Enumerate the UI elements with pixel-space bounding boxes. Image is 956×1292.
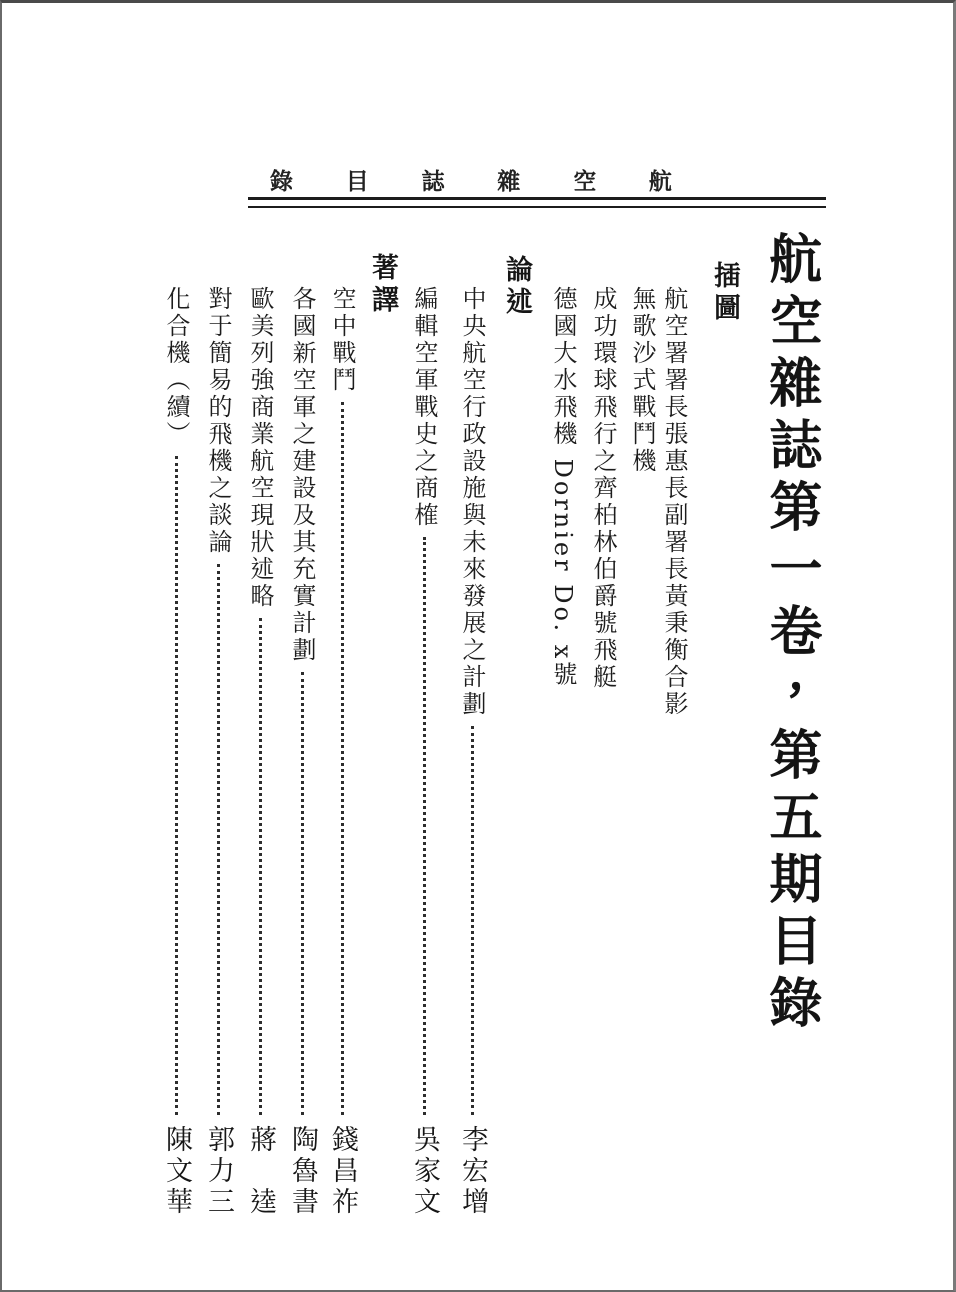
entry-title: 各國新空軍之建設及其充實計劃 [288, 286, 316, 664]
section-heading-discussions: 論述 [501, 255, 532, 319]
toc-entry [543, 286, 583, 688]
double-rule [248, 197, 826, 208]
toc-entry [622, 286, 662, 475]
entry-author: 郭力三 [203, 1125, 234, 1218]
entry-author: 陳文華 [161, 1125, 192, 1218]
toc-entry [156, 286, 196, 1218]
entry-title: 化合機（續） [162, 286, 190, 448]
section-heading-illustrations: 插圖 [709, 261, 740, 325]
entry-author: 蔣 逵 [245, 1125, 276, 1218]
dotted-leader [175, 456, 178, 1115]
entry-title: 編輯空軍戰史之商榷 [410, 286, 438, 529]
entry-title: 無歌沙式戰鬥機 [628, 286, 656, 475]
entry-title: 航空署署長張惠長副署長黃秉衡合影 [660, 286, 688, 718]
toc-entry [240, 286, 280, 1218]
entry-title: 歐美列強商業航空現狀述略 [246, 286, 274, 610]
entry-title: 成功環球飛行之齊柏林伯爵號飛艇 [589, 286, 617, 691]
entry-author: 陶魯書 [287, 1125, 318, 1218]
entry-title: 中央航空行政設施與未來發展之計劃 [458, 286, 486, 718]
entry-author: 吳家文 [409, 1125, 440, 1218]
page-title: 航空雜誌第一卷，第五期目錄 [761, 231, 823, 1037]
dotted-leader [301, 672, 304, 1115]
toc-entry [452, 286, 492, 1218]
toc-entry [583, 286, 623, 691]
dotted-leader [259, 618, 262, 1115]
entry-title: 德國大水飛機 Dornier Do. x號 [549, 286, 577, 689]
section-heading-writings-translations: 著譯 [367, 253, 398, 317]
entry-title: 對于簡易的飛機之談論 [204, 286, 232, 556]
entry-author: 李宏增 [457, 1125, 488, 1218]
dotted-leader [423, 537, 426, 1115]
dotted-leader [341, 402, 344, 1115]
dotted-leader [217, 564, 220, 1115]
entry-title: 空中戰鬥 [328, 286, 356, 394]
toc-entry [404, 286, 444, 1218]
entry-author: 錢昌祚 [327, 1125, 358, 1218]
dotted-leader [471, 726, 474, 1115]
toc-entry [282, 286, 322, 1218]
toc-entry [198, 286, 238, 1218]
running-head: 航 空 雜 誌 目 錄 [270, 168, 672, 195]
toc-entry [322, 286, 362, 1218]
